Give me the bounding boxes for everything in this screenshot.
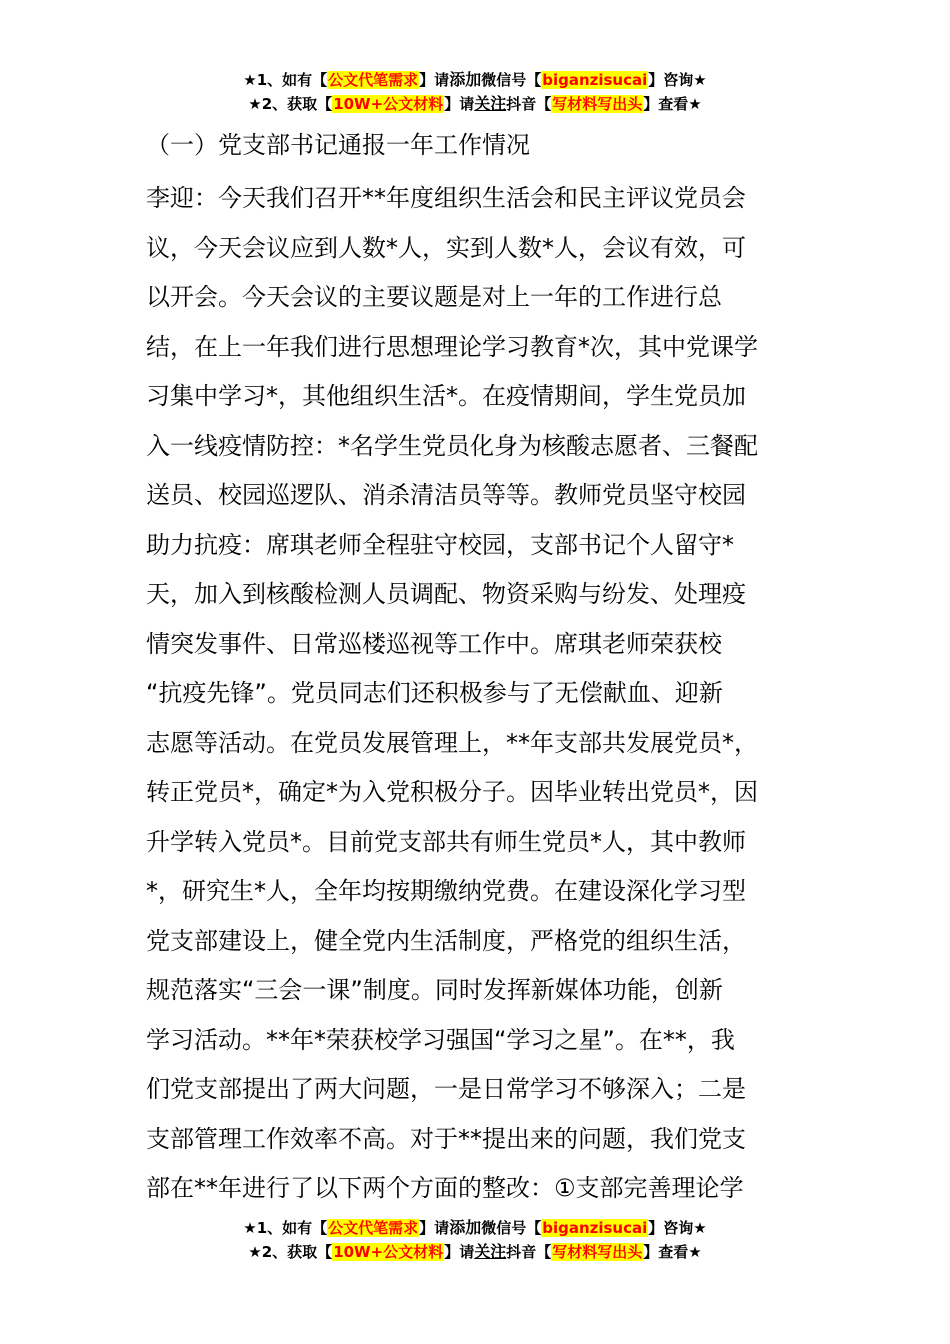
promo-highlight-wechat-id: biganzisucai xyxy=(542,71,648,89)
promo-highlight-materials: 10W+公文材料 xyxy=(333,95,444,113)
body-line: 议，今天会议应到人数*人，实到人数*人，会议有效，可 xyxy=(146,233,746,262)
bottom-promo-banner xyxy=(0,1216,950,1264)
body-line: 学习活动。**年*荣获校学习强国“学习之星”。在**，我 xyxy=(146,1025,735,1054)
body-line: 升学转入党员*。目前党支部共有师生党员*人，其中教师 xyxy=(146,827,746,856)
body-line: 规范落实“三会一课”制度。同时发挥新媒体功能，创新 xyxy=(146,976,723,1004)
promo-text: 】请 xyxy=(444,1243,475,1261)
promo-highlight-service: 公文代笔需求 xyxy=(328,1219,419,1237)
promo-text: 】请 xyxy=(444,95,475,113)
document-body xyxy=(146,174,810,1214)
body-line: “抗疫先锋”。党员同志们还积极参与了无偿献血、迎新 xyxy=(146,679,723,707)
promo-line-1 xyxy=(0,68,950,92)
promo-line-2 xyxy=(0,1240,950,1264)
promo-text: 微信号【 xyxy=(481,1219,542,1237)
promo-highlight-materials: 10W+公文材料 xyxy=(333,1243,444,1261)
promo-text: 】请 xyxy=(419,71,450,89)
body-line: 李迎：今天我们召开**年度组织生活会和民主评议党员会 xyxy=(146,184,746,212)
promo-line-2 xyxy=(0,92,950,116)
body-line: 结，在上一年我们进行思想理论学习教育*次，其中党课学 xyxy=(146,332,758,361)
promo-highlight-douyin: 写材料写出头 xyxy=(552,1243,643,1261)
promo-text: 微信号【 xyxy=(481,71,542,89)
body-line: 党支部建设上，健全党内生活制度，严格党的组织生活， xyxy=(146,926,746,955)
promo-line-1 xyxy=(0,1216,950,1240)
body-line: 入一线疫情防控：*名学生党员化身为核酸志愿者、三餐配 xyxy=(146,431,758,460)
top-promo-banner xyxy=(0,68,950,116)
promo-text: 】咨询★ xyxy=(648,71,707,89)
promo-text: ★1、如有【 xyxy=(243,1219,328,1237)
promo-text: 】查看★ xyxy=(643,1243,702,1261)
promo-emphasis: 关注 xyxy=(474,94,507,113)
promo-text: ★2、获取【 xyxy=(248,95,333,113)
promo-highlight-douyin: 写材料写出头 xyxy=(552,95,643,113)
promo-text: ★1、如有【 xyxy=(243,71,328,89)
body-line: 天，加入到核酸检测人员调配、物资采购与纷发、处理疫 xyxy=(146,580,746,608)
promo-text: 】查看★ xyxy=(643,95,702,113)
promo-text: 抖音【 xyxy=(506,1243,552,1261)
body-line: 送员、校园巡逻队、消杀清洁员等等。教师党员坚守校园 xyxy=(146,481,746,509)
promo-text: 】咨询★ xyxy=(648,1219,707,1237)
promo-emphasis: 添加 xyxy=(449,70,482,89)
promo-text: 】请 xyxy=(419,1219,450,1237)
promo-highlight-wechat-id: biganzisucai xyxy=(542,1219,648,1237)
promo-emphasis: 关注 xyxy=(474,1242,507,1261)
promo-highlight-service: 公文代笔需求 xyxy=(328,71,419,89)
body-line: 转正党员*，确定*为入党积极分子。因毕业转出党员*，因 xyxy=(146,778,758,806)
body-line: 情突发事件、日常巡楼巡视等工作中。席琪老师荣获校 xyxy=(146,629,722,658)
body-line: 支部管理工作效率不高。对于**提出来的问题，我们党支 xyxy=(146,1124,746,1153)
body-line: 部在**年进行了以下两个方面的整改：①支部完善理论学 xyxy=(146,1174,744,1202)
body-line: *，研究生*人，全年均按期缴纳党费。在建设深化学习型 xyxy=(146,877,746,905)
body-line: 志愿等活动。在党员发展管理上，**年支部共发展党员*， xyxy=(146,728,758,757)
promo-text: ★2、获取【 xyxy=(248,1243,333,1261)
body-line: 助力抗疫：席琪老师全程驻守校园，支部书记个人留守* xyxy=(146,530,734,559)
body-line: 们党支部提出了两大问题，一是日常学习不够深入；二是 xyxy=(146,1075,746,1103)
promo-emphasis: 添加 xyxy=(449,1218,482,1237)
body-line: 以开会。今天会议的主要议题是对上一年的工作进行总 xyxy=(146,283,722,311)
promo-text: 抖音【 xyxy=(506,95,552,113)
section-title: （一）党支部书记通报一年工作情况 xyxy=(146,131,530,159)
body-line: 习集中学习*，其他组织生活*。在疫情期间，学生党员加 xyxy=(146,382,746,410)
